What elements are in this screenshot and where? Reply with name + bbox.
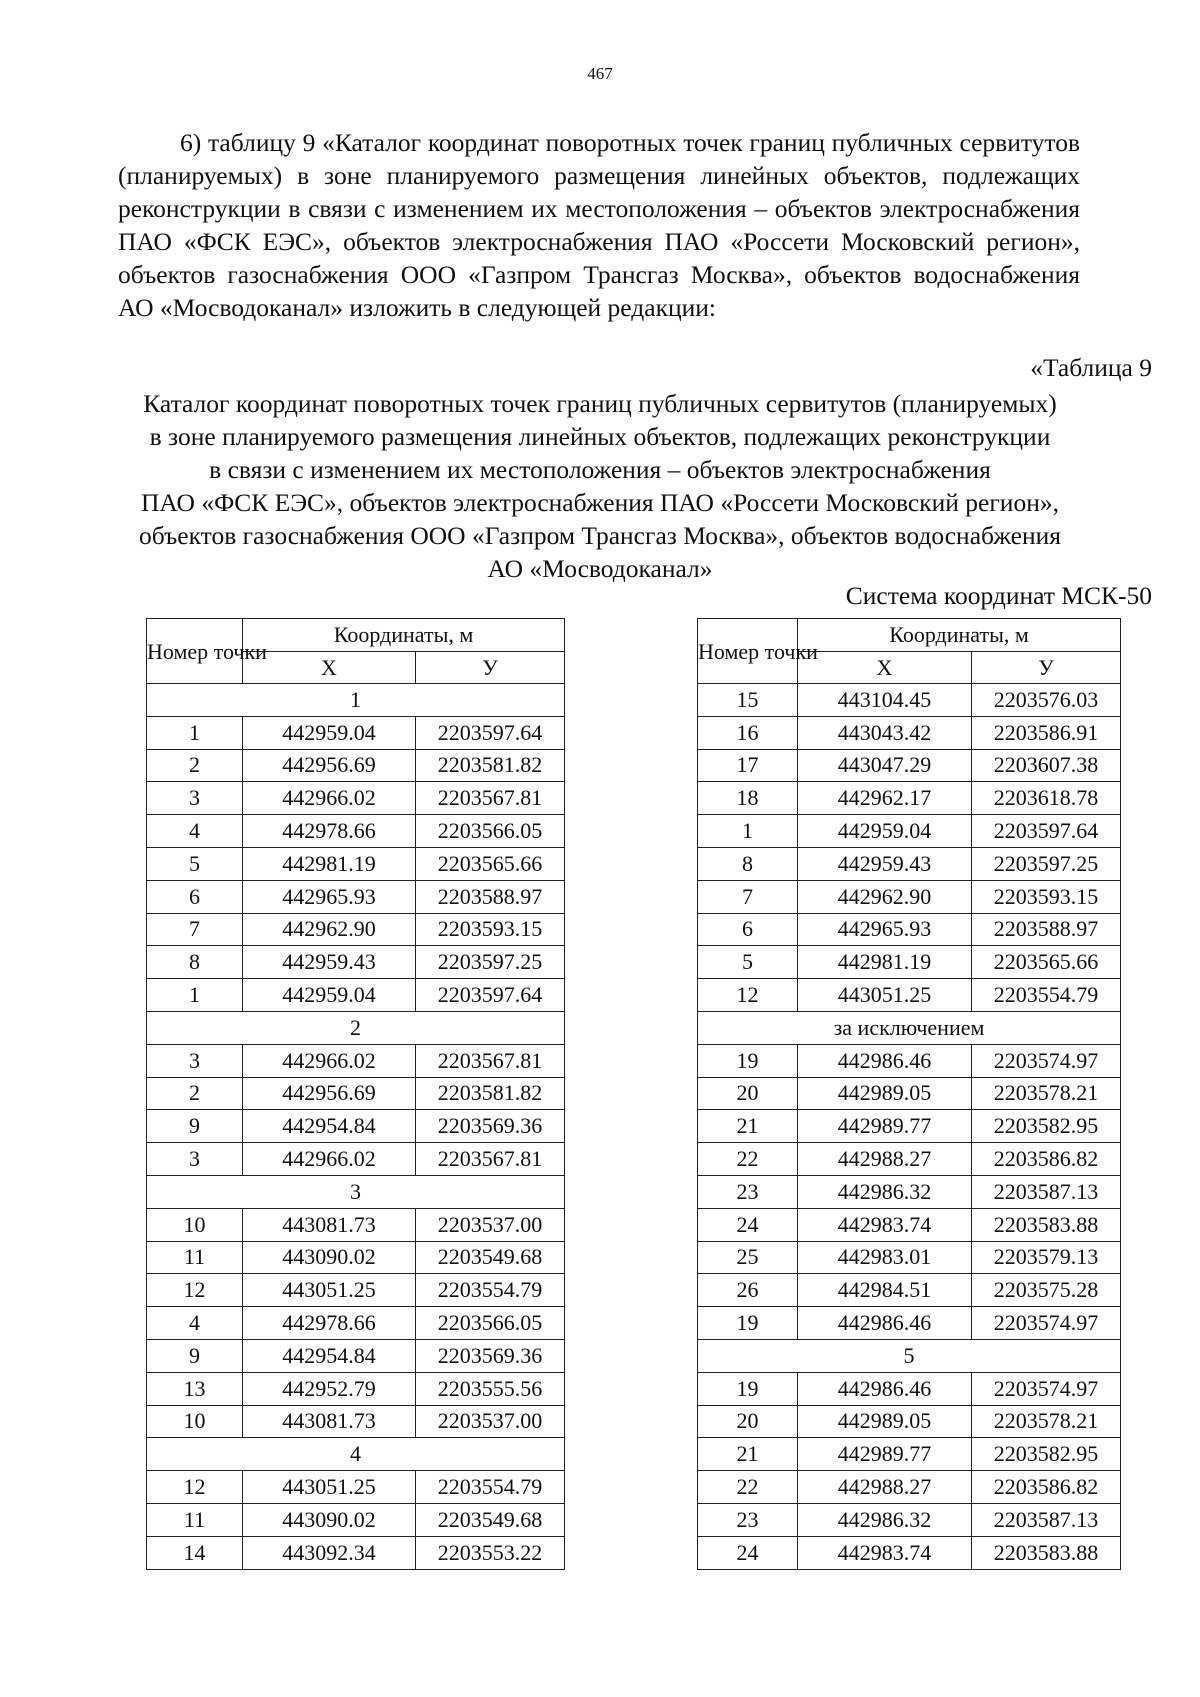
- y-coordinate-cell: 2203581.82: [416, 1077, 565, 1110]
- coordinates-table-left: [146, 618, 565, 1570]
- table-row: [147, 1274, 565, 1307]
- table-row: [147, 1372, 565, 1405]
- point-number-cell: 16: [698, 716, 798, 749]
- y-coordinate-cell: 2203582.95: [972, 1110, 1121, 1143]
- point-number-cell: 8: [698, 847, 798, 880]
- y-coordinate-cell: 2203588.97: [972, 913, 1121, 946]
- point-number-cell: 19: [698, 1372, 798, 1405]
- caption-line: объектов газоснабжения ООО «Газпром Трансгаз Москва», объектов водоснабжения: [139, 521, 1061, 550]
- x-coordinate-cell: 442989.77: [798, 1438, 972, 1471]
- point-number-cell: 26: [698, 1274, 798, 1307]
- y-coordinate-cell: 2203593.15: [416, 913, 565, 946]
- caption-line: в зоне планируемого размещения линейных объектов, подлежащих реконструкции: [149, 422, 1051, 451]
- table-row: [147, 1307, 565, 1340]
- coordinates-header: Координаты, м: [243, 619, 565, 652]
- left-table-body: [147, 684, 565, 1570]
- intro-paragraph: 6) таблицу 9 «Каталог координат поворотных точек границ публичных сервитутов (планируемых) в зоне планируемого размещения линейных объектов, подлежащих реконструкции в связи с изменением их местоположения – объектов электроснабжения ПАО «ФСК ЕЭС», объектов электроснабжения ПАО «Россети Московский регион», объектов газоснабжения ООО «Газпром Трансгаз Москва», объектов водоснабжения АО «Мосводоканал» изложить в следующей редакции:: [118, 128, 1080, 322]
- table-row: [147, 782, 565, 815]
- point-number-cell: 11: [147, 1241, 243, 1274]
- y-column-header: У: [416, 652, 565, 684]
- caption-line: ПАО «ФСК ЕЭС», объектов электроснабжения ПАО «Россети Московский регион»,: [141, 488, 1059, 517]
- table-row: [147, 1503, 565, 1536]
- section-label: 1: [147, 684, 565, 717]
- y-coordinate-cell: 2203586.82: [972, 1143, 1121, 1176]
- table-row: [698, 1471, 1121, 1504]
- table-row: [698, 716, 1121, 749]
- x-coordinate-cell: 442959.04: [243, 979, 416, 1012]
- point-number-cell: 7: [698, 880, 798, 913]
- table-row: [698, 880, 1121, 913]
- x-coordinate-cell: 442966.02: [243, 1044, 416, 1077]
- y-coordinate-cell: 2203581.82: [416, 749, 565, 782]
- x-coordinate-cell: 442989.05: [798, 1077, 972, 1110]
- x-coordinate-cell: 442966.02: [243, 1143, 416, 1176]
- x-coordinate-cell: 443104.45: [798, 684, 972, 717]
- point-number-cell: 12: [147, 1274, 243, 1307]
- y-coordinate-cell: 2203574.97: [972, 1372, 1121, 1405]
- x-coordinate-cell: 442981.19: [243, 847, 416, 880]
- x-column-header: X: [798, 652, 972, 684]
- point-number-cell: 15: [698, 684, 798, 717]
- table-row: [147, 1536, 565, 1569]
- table-row: [698, 979, 1121, 1012]
- x-column-header: X: [243, 652, 416, 684]
- point-number-cell: 18: [698, 782, 798, 815]
- x-coordinate-cell: 442959.04: [243, 716, 416, 749]
- y-coordinate-cell: 2203537.00: [416, 1405, 565, 1438]
- table-row: [147, 1077, 565, 1110]
- table-section-row: [147, 1175, 565, 1208]
- x-coordinate-cell: 442988.27: [798, 1143, 972, 1176]
- y-coordinate-cell: 2203597.25: [416, 946, 565, 979]
- point-number-cell: 1: [698, 815, 798, 848]
- y-coordinate-cell: 2203587.13: [972, 1175, 1121, 1208]
- table-section-row: [698, 1011, 1121, 1044]
- point-number-cell: 12: [147, 1471, 243, 1504]
- y-coordinate-cell: 2203607.38: [972, 749, 1121, 782]
- y-coordinate-cell: 2203597.64: [416, 716, 565, 749]
- point-number-cell: 1: [147, 716, 243, 749]
- table-row: [698, 684, 1121, 717]
- point-number-cell: 11: [147, 1503, 243, 1536]
- x-coordinate-cell: 442962.90: [243, 913, 416, 946]
- point-number-cell: 22: [698, 1471, 798, 1504]
- table-row: [147, 1405, 565, 1438]
- y-coordinate-cell: 2203597.64: [416, 979, 565, 1012]
- y-coordinate-cell: 2203586.82: [972, 1471, 1121, 1504]
- table-row: [698, 1077, 1121, 1110]
- table-row: [698, 1110, 1121, 1143]
- point-number-cell: 10: [147, 1208, 243, 1241]
- point-number-cell: 21: [698, 1438, 798, 1471]
- table-row: [147, 1044, 565, 1077]
- y-coordinate-cell: 2203569.36: [416, 1110, 565, 1143]
- point-number-cell: 4: [147, 815, 243, 848]
- x-coordinate-cell: 442988.27: [798, 1471, 972, 1504]
- x-coordinate-cell: 442986.32: [798, 1503, 972, 1536]
- x-coordinate-cell: 442954.84: [243, 1110, 416, 1143]
- x-coordinate-cell: 443051.25: [243, 1471, 416, 1504]
- y-coordinate-cell: 2203553.22: [416, 1536, 565, 1569]
- point-number-cell: 19: [698, 1044, 798, 1077]
- x-coordinate-cell: 442952.79: [243, 1372, 416, 1405]
- point-number-cell: 5: [147, 847, 243, 880]
- y-coordinate-cell: 2203554.79: [416, 1274, 565, 1307]
- table-row: [698, 1175, 1121, 1208]
- y-coordinate-cell: 2203567.81: [416, 782, 565, 815]
- table-row: [698, 749, 1121, 782]
- x-coordinate-cell: 442989.77: [798, 1110, 972, 1143]
- x-coordinate-cell: 442978.66: [243, 1307, 416, 1340]
- section-label: 2: [147, 1011, 565, 1044]
- x-coordinate-cell: 442983.74: [798, 1536, 972, 1569]
- table-row: [147, 847, 565, 880]
- x-coordinate-cell: 443047.29: [798, 749, 972, 782]
- point-number-cell: 24: [698, 1536, 798, 1569]
- table-section-row: [698, 1339, 1121, 1372]
- x-coordinate-cell: 442983.74: [798, 1208, 972, 1241]
- point-number-cell: 21: [698, 1110, 798, 1143]
- table-row: [698, 1241, 1121, 1274]
- caption-line: в связи с изменением их местоположения – объектов электроснабжения: [209, 455, 991, 484]
- table-row: [698, 1143, 1121, 1176]
- point-number-cell: 2: [147, 1077, 243, 1110]
- point-number-cell: 1: [147, 979, 243, 1012]
- x-coordinate-cell: 442954.84: [243, 1339, 416, 1372]
- x-coordinate-cell: 442984.51: [798, 1274, 972, 1307]
- point-number-cell: 12: [698, 979, 798, 1012]
- point-number-cell: 24: [698, 1208, 798, 1241]
- y-coordinate-cell: 2203574.97: [972, 1307, 1121, 1340]
- right-table-body: [698, 684, 1121, 1570]
- x-coordinate-cell: 442986.46: [798, 1307, 972, 1340]
- y-coordinate-cell: 2203565.66: [972, 946, 1121, 979]
- y-coordinate-cell: 2203597.25: [972, 847, 1121, 880]
- point-number-cell: 19: [698, 1307, 798, 1340]
- point-number-cell: 6: [147, 880, 243, 913]
- y-coordinate-cell: 2203537.00: [416, 1208, 565, 1241]
- x-coordinate-cell: 442959.04: [798, 815, 972, 848]
- table-section-row: [147, 684, 565, 717]
- x-coordinate-cell: 442986.46: [798, 1372, 972, 1405]
- y-coordinate-cell: 2203593.15: [972, 880, 1121, 913]
- y-coordinate-cell: 2203588.97: [416, 880, 565, 913]
- point-number-header: Номер точки: [147, 619, 243, 684]
- y-coordinate-cell: 2203583.88: [972, 1208, 1121, 1241]
- point-number-cell: 23: [698, 1175, 798, 1208]
- table-row: [147, 1208, 565, 1241]
- table-row: [147, 979, 565, 1012]
- point-number-cell: 7: [147, 913, 243, 946]
- table-row: [698, 1274, 1121, 1307]
- x-coordinate-cell: 443043.42: [798, 716, 972, 749]
- table-row: [698, 1503, 1121, 1536]
- y-coordinate-cell: 2203566.05: [416, 815, 565, 848]
- x-coordinate-cell: 442986.46: [798, 1044, 972, 1077]
- point-number-cell: 4: [147, 1307, 243, 1340]
- x-coordinate-cell: 442962.17: [798, 782, 972, 815]
- coordinates-header: Координаты, м: [798, 619, 1121, 652]
- x-coordinate-cell: 442959.43: [243, 946, 416, 979]
- table-row: [147, 1471, 565, 1504]
- table-row: [147, 1143, 565, 1176]
- y-coordinate-cell: 2203576.03: [972, 684, 1121, 717]
- y-coordinate-cell: 2203579.13: [972, 1241, 1121, 1274]
- table-row: [698, 782, 1121, 815]
- section-label: 3: [147, 1175, 565, 1208]
- page-number: 467: [587, 64, 613, 83]
- y-coordinate-cell: 2203574.97: [972, 1044, 1121, 1077]
- point-number-cell: 3: [147, 1143, 243, 1176]
- x-coordinate-cell: 442978.66: [243, 815, 416, 848]
- x-coordinate-cell: 442962.90: [798, 880, 972, 913]
- y-coordinate-cell: 2203569.36: [416, 1339, 565, 1372]
- y-coordinate-cell: 2203587.13: [972, 1503, 1121, 1536]
- x-coordinate-cell: 443090.02: [243, 1241, 416, 1274]
- x-coordinate-cell: 442989.05: [798, 1405, 972, 1438]
- point-number-cell: 9: [147, 1110, 243, 1143]
- point-number-cell: 5: [698, 946, 798, 979]
- y-coordinate-cell: 2203567.81: [416, 1143, 565, 1176]
- y-coordinate-cell: 2203578.21: [972, 1405, 1121, 1438]
- y-coordinate-cell: 2203554.79: [416, 1471, 565, 1504]
- x-coordinate-cell: 443051.25: [243, 1274, 416, 1307]
- x-coordinate-cell: 442966.02: [243, 782, 416, 815]
- x-coordinate-cell: 442965.93: [243, 880, 416, 913]
- section-label: за исключением: [698, 1011, 1121, 1044]
- y-coordinate-cell: 2203549.68: [416, 1503, 565, 1536]
- point-number-header: Номер точки: [698, 619, 798, 684]
- x-coordinate-cell: 442956.69: [243, 1077, 416, 1110]
- table-row: [147, 1241, 565, 1274]
- point-number-cell: 22: [698, 1143, 798, 1176]
- y-coordinate-cell: 2203582.95: [972, 1438, 1121, 1471]
- point-number-cell: 8: [147, 946, 243, 979]
- y-coordinate-cell: 2203575.28: [972, 1274, 1121, 1307]
- caption-line: АО «Мосводоканал»: [487, 554, 713, 583]
- table-row: [698, 1405, 1121, 1438]
- point-number-cell: 9: [147, 1339, 243, 1372]
- table-row: [698, 815, 1121, 848]
- y-coordinate-cell: 2203618.78: [972, 782, 1121, 815]
- y-coordinate-cell: 2203549.68: [416, 1241, 565, 1274]
- y-coordinate-cell: 2203554.79: [972, 979, 1121, 1012]
- x-coordinate-cell: 442956.69: [243, 749, 416, 782]
- table-row: [147, 946, 565, 979]
- coordinates-table-right: [697, 618, 1121, 1570]
- x-coordinate-cell: 442965.93: [798, 913, 972, 946]
- table-row: [698, 946, 1121, 979]
- table-row: [147, 1339, 565, 1372]
- x-coordinate-cell: 442981.19: [798, 946, 972, 979]
- y-coordinate-cell: 2203578.21: [972, 1077, 1121, 1110]
- table-row: [698, 847, 1121, 880]
- table-row: [147, 749, 565, 782]
- table-row: [147, 1110, 565, 1143]
- table-row: [147, 815, 565, 848]
- x-coordinate-cell: 443081.73: [243, 1405, 416, 1438]
- point-number-cell: 2: [147, 749, 243, 782]
- x-coordinate-cell: 443051.25: [798, 979, 972, 1012]
- point-number-cell: 13: [147, 1372, 243, 1405]
- y-coordinate-cell: 2203555.56: [416, 1372, 565, 1405]
- y-coordinate-cell: 2203597.64: [972, 815, 1121, 848]
- table-row: [147, 880, 565, 913]
- table-row: [698, 1438, 1121, 1471]
- point-number-cell: 10: [147, 1405, 243, 1438]
- point-number-cell: 20: [698, 1405, 798, 1438]
- x-coordinate-cell: 443081.73: [243, 1208, 416, 1241]
- table-row: [147, 716, 565, 749]
- x-coordinate-cell: 443090.02: [243, 1503, 416, 1536]
- y-coordinate-cell: 2203586.91: [972, 716, 1121, 749]
- table-section-row: [147, 1438, 565, 1471]
- table-label: «Таблица 9: [1030, 353, 1152, 382]
- table-row: [698, 1372, 1121, 1405]
- point-number-cell: 20: [698, 1077, 798, 1110]
- table-row: [698, 1208, 1121, 1241]
- x-coordinate-cell: 442983.01: [798, 1241, 972, 1274]
- table-row: [698, 913, 1121, 946]
- x-coordinate-cell: 442986.32: [798, 1175, 972, 1208]
- point-number-cell: 6: [698, 913, 798, 946]
- table-row: [147, 913, 565, 946]
- point-number-cell: 3: [147, 1044, 243, 1077]
- x-coordinate-cell: 443092.34: [243, 1536, 416, 1569]
- point-number-cell: 17: [698, 749, 798, 782]
- table-row: [698, 1536, 1121, 1569]
- point-number-cell: 14: [147, 1536, 243, 1569]
- table-caption: [100, 387, 1100, 585]
- x-coordinate-cell: 442959.43: [798, 847, 972, 880]
- coordinate-system-label: Система координат МСК-50: [845, 581, 1152, 610]
- y-coordinate-cell: 2203583.88: [972, 1536, 1121, 1569]
- y-column-header: У: [972, 652, 1121, 684]
- point-number-cell: 23: [698, 1503, 798, 1536]
- table-section-row: [147, 1011, 565, 1044]
- y-coordinate-cell: 2203567.81: [416, 1044, 565, 1077]
- y-coordinate-cell: 2203566.05: [416, 1307, 565, 1340]
- caption-line: Каталог координат поворотных точек границ публичных сервитутов (планируемых): [143, 389, 1057, 418]
- section-label: 4: [147, 1438, 565, 1471]
- table-row: [698, 1044, 1121, 1077]
- section-label: 5: [698, 1339, 1121, 1372]
- table-row: [698, 1307, 1121, 1340]
- point-number-cell: 25: [698, 1241, 798, 1274]
- point-number-cell: 3: [147, 782, 243, 815]
- y-coordinate-cell: 2203565.66: [416, 847, 565, 880]
